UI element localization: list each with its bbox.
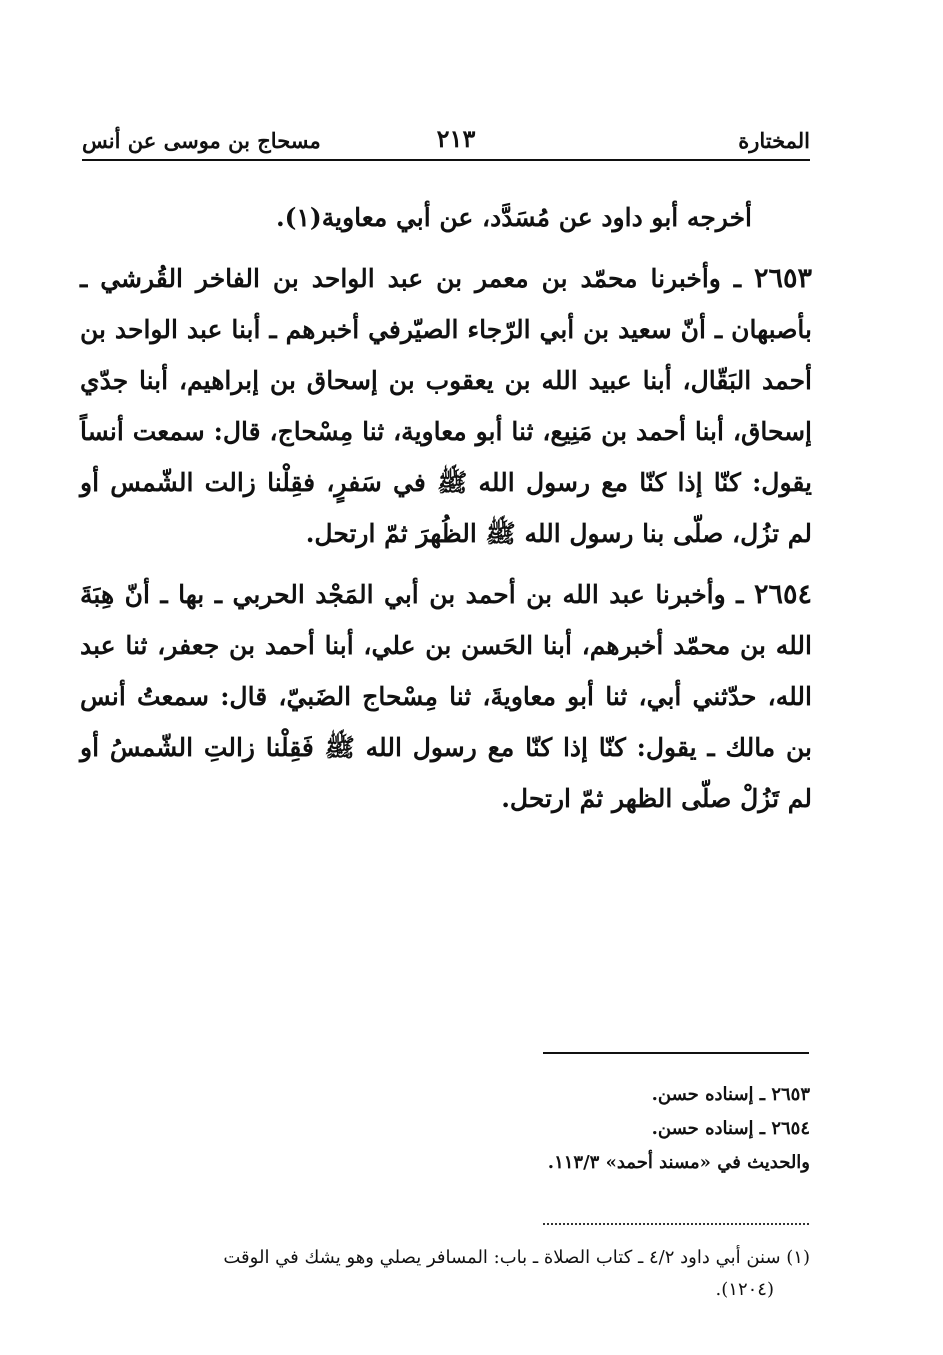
note-2653: ٢٦٥٣ ـ إسناده حسن.: [651, 1084, 810, 1105]
main-text: [80, 192, 812, 834]
page-number: ٢١٣: [436, 124, 476, 153]
hadith-2654: [80, 569, 812, 824]
note-2654: ٢٦٥٤ ـ إسناده حسن.: [651, 1118, 810, 1139]
intro-paragraph: أخرجه أبو داود عن مُسَدَّد، عن أبي معاوية(١).: [275, 203, 752, 232]
grading-notes: [300, 1078, 810, 1180]
note-reference: والحديث في «مسند أحمد» ١١٣/٣.: [547, 1152, 810, 1173]
hadith-text: ـ وأخبرنا عبد الله بن أحمد بن أبي المَجْد الحربي ـ بها ـ أنّ هِبَةَ الله بن محمّد أخبرهم، أبنا الحَسن بن علي، أبنا أحمد بن جعفر، ثنا عبد الله، حدّثني أبي، ثنا أبو معاويةَ، ثنا مِسْحاج الضَبيّ، قال: سمعتُ أنس بن مالك ـ يقول: كنّا إذا كنّا مع رسول الله ﷺ فَقِلْنا زالتِ الشّمسُ أو لم تَزُلْ صلّى الظهر ثمّ ارتحل.: [80, 580, 812, 813]
footnote-rule: [543, 1223, 809, 1225]
book-title: المختارة: [738, 128, 810, 153]
hadith-2653: [80, 253, 812, 559]
footnote-line-1: (١) سنن أبي داود ٤/٢ ـ كتاب الصلاة ـ باب: المسافر يصلي وهو يشك في الوقت: [223, 1247, 810, 1268]
section-title: مسحاج بن موسى عن أنس: [82, 128, 321, 153]
notes-rule: [543, 1052, 809, 1054]
hadith-number: ٢٦٥٣: [753, 263, 812, 294]
footnote-line-2: (١٢٠٤).: [715, 1279, 774, 1300]
hadith-text: ـ وأخبرنا محمّد بن معمر بن عبد الواحد بن الفاخر القُرشي ـ بأصبهان ـ أنّ سعيد بن أبي الرّجاء الصيّرفي أخبرهم ـ أبنا عبد الواحد بن أحمد البَقّال، أبنا عبيد الله بن يعقوب بن إسحاق بن إبراهيم، أبنا جدّي إسحاق، أبنا أحمد بن مَنِيع، ثنا أبو معاوية، ثنا مِسْحاج، قال: سمعت أنساً يقول: كنّا إذا كنّا مع رسول الله ﷺ في سَفرٍ، فقِلْنا زالت الشّمس أو لم تزُل، صلّى بنا رسول الله ﷺ الظُهرَ ثمّ ارتحل.: [80, 264, 812, 548]
running-header: [82, 124, 810, 158]
footnote: [82, 1242, 810, 1306]
header-rule: [82, 159, 810, 161]
hadith-number: ٢٦٥٤: [753, 579, 812, 610]
